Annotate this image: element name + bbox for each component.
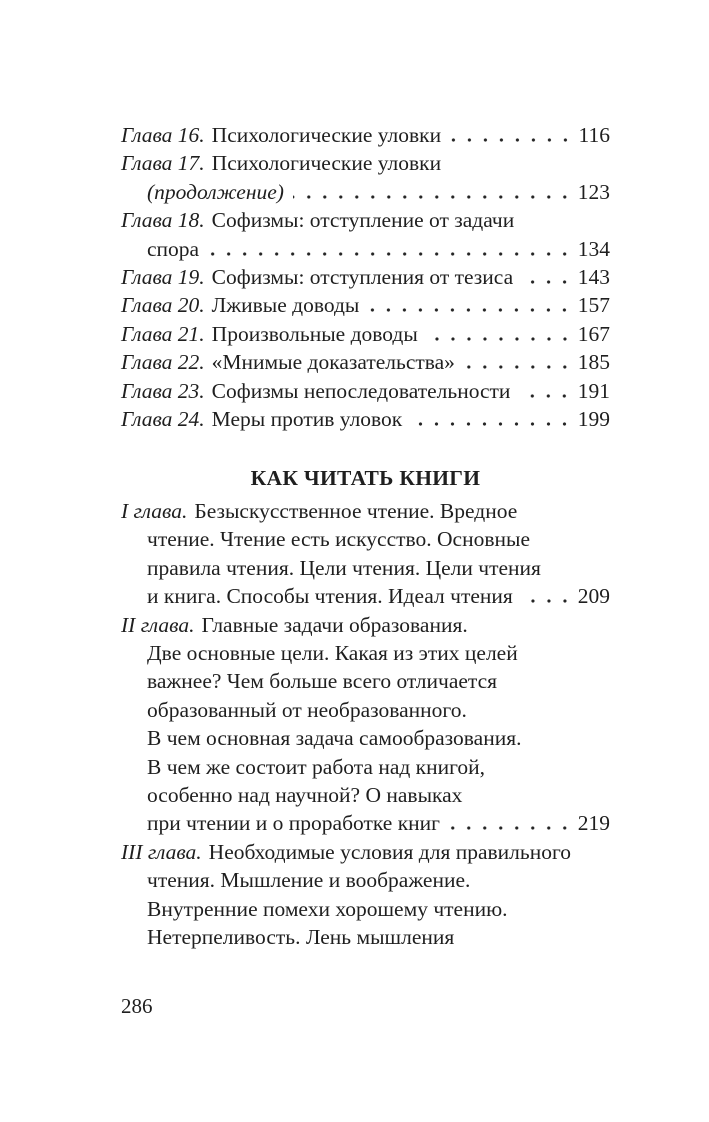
chapter-label: Глава 16. — [121, 123, 205, 147]
entry-title-text: Софизмы: отступления от тезиса — [211, 265, 514, 290]
toc-entry-line — [121, 838, 610, 866]
entry-page-number: 209 — [577, 584, 610, 609]
toc-entry-line — [121, 696, 610, 724]
chapter-label: Глава 18. — [121, 208, 205, 233]
toc-entry-line — [121, 667, 610, 695]
entry-page-number: 191 — [577, 378, 610, 403]
toc-entry — [121, 377, 610, 405]
entry-title-text: Внутренние помехи хорошему чтению. — [147, 896, 508, 921]
toc-entry — [121, 497, 610, 611]
chapter-label: Глава 19. — [121, 265, 205, 290]
toc-entry-line — [121, 497, 610, 525]
entry-title-text: Софизмы: отступление от задачи — [211, 208, 515, 233]
chapter-label: II глава. — [121, 612, 195, 637]
entry-title-text: «Мнимые доказательства» — [211, 350, 455, 375]
chapter-label: Глава 22. — [121, 350, 205, 375]
dot-leader — [449, 826, 573, 830]
entry-title-text: чтение. Чтение есть искусство. Основные — [147, 527, 530, 552]
toc-entry-line — [121, 753, 610, 781]
toc-entry — [121, 206, 610, 263]
entry-page-number: 167 — [577, 321, 610, 346]
entry-page-number: 123 — [577, 179, 610, 204]
chapter-label: Глава 23. — [121, 378, 205, 403]
chapter-label: Глава 24. — [121, 407, 205, 432]
toc-entry-line — [121, 781, 610, 809]
entry-title-text: важнее? Чем больше всего отличается — [147, 669, 498, 694]
entry-page-number: 116 — [578, 123, 610, 147]
entry-title-text: Психологические уловки — [211, 151, 442, 176]
entry-page-number: 185 — [577, 350, 610, 375]
dot-leader — [208, 252, 573, 256]
entry-title-text: Психологические уловки — [211, 123, 442, 147]
entry-title-text: чтения. Мышление и воображение. — [147, 868, 471, 893]
toc-entry — [121, 291, 610, 319]
dot-leader — [411, 422, 572, 426]
toc-entry — [121, 611, 610, 838]
entry-title-text: Софизмы непоследовательности — [211, 378, 511, 403]
entry-page-number: 219 — [577, 811, 610, 836]
entry-title-text: (продолжение) — [147, 179, 284, 204]
entry-title-text: и книга. Способы чтения. Идеал чтения — [147, 584, 513, 609]
entry-title-text: Меры против уловок — [211, 407, 403, 432]
entry-page-number: 199 — [577, 407, 610, 432]
entry-title-text: особенно над научной? О навыках — [147, 782, 463, 807]
chapter-label: III глава. — [121, 839, 202, 864]
dot-leader — [519, 394, 572, 398]
toc-entry-line — [121, 291, 610, 319]
toc-entry-line — [121, 525, 610, 553]
toc-section-spor — [121, 121, 610, 433]
entry-title-text: В чем же состоит работа над книгой, — [147, 754, 486, 779]
toc-entry — [121, 263, 610, 291]
toc-entry-line — [121, 405, 610, 433]
dot-leader — [368, 308, 572, 312]
toc-entry-line — [121, 611, 610, 639]
entry-title-text: спора — [147, 236, 200, 261]
entry-title-text: при чтении и о проработке книг — [147, 811, 440, 836]
entry-title-text: Необходимые условия для правильного — [208, 839, 571, 864]
entry-page-number: 157 — [577, 293, 610, 318]
toc-entry — [121, 121, 610, 149]
toc-entry-line — [121, 348, 610, 376]
entry-page-number: 134 — [577, 236, 610, 261]
entry-title-text: В чем основная задача самообразования. — [147, 726, 522, 751]
toc-entry-line — [121, 263, 610, 291]
entry-title-text: правила чтения. Цели чтения. Цели чтения — [147, 555, 541, 580]
toc-entry — [121, 149, 610, 206]
chapter-label: I глава. — [121, 498, 188, 523]
entry-title-text: Главные задачи образования. — [201, 612, 468, 637]
toc-entry — [121, 838, 610, 952]
toc-entry — [121, 320, 610, 348]
dot-leader — [427, 337, 573, 341]
entry-title-text: Нетерпеливость. Лень мышления — [147, 924, 455, 949]
toc-entry-line — [121, 320, 610, 348]
toc-entry-line — [121, 554, 610, 582]
toc-entry-line — [121, 724, 610, 752]
toc-entry-line — [121, 149, 610, 177]
entry-page-number: 143 — [577, 265, 610, 290]
toc-entry-line — [121, 178, 610, 206]
chapter-label: Глава 17. — [121, 151, 205, 176]
toc-entry-line — [121, 895, 610, 923]
toc-entry — [121, 348, 610, 376]
toc-entry-line — [121, 923, 610, 951]
entry-title-text: Безыскусственное чтение. Вредное — [194, 498, 518, 523]
dot-leader — [450, 138, 573, 142]
toc-entry-line — [121, 866, 610, 894]
entry-title-text: Две основные цели. Какая из этих целей — [147, 640, 518, 665]
toc-section-books — [121, 497, 610, 952]
section-heading: КАК ЧИТАТЬ КНИГИ — [250, 466, 481, 491]
entry-title-text: образованный от необразованного. — [147, 697, 467, 722]
toc-entry-line — [121, 377, 610, 405]
toc-entry-line — [121, 206, 610, 234]
chapter-label: Глава 21. — [121, 321, 205, 346]
entry-title-text: Произвольные доводы — [211, 321, 418, 346]
toc-entry-line — [121, 582, 610, 610]
dot-leader — [522, 599, 573, 603]
dot-leader — [464, 365, 573, 369]
toc-entry — [121, 405, 610, 433]
toc-entry-line — [121, 639, 610, 667]
dot-leader — [293, 195, 573, 199]
chapter-label: Глава 20. — [121, 293, 205, 318]
toc-entry-line — [121, 121, 610, 149]
toc-entry-line — [121, 809, 610, 837]
entry-title-text: Лживые доводы — [211, 293, 360, 318]
table-of-contents — [121, 121, 610, 951]
dot-leader — [522, 280, 573, 284]
folio-page-number: 286 — [121, 994, 153, 1018]
toc-entry-line — [121, 235, 610, 263]
